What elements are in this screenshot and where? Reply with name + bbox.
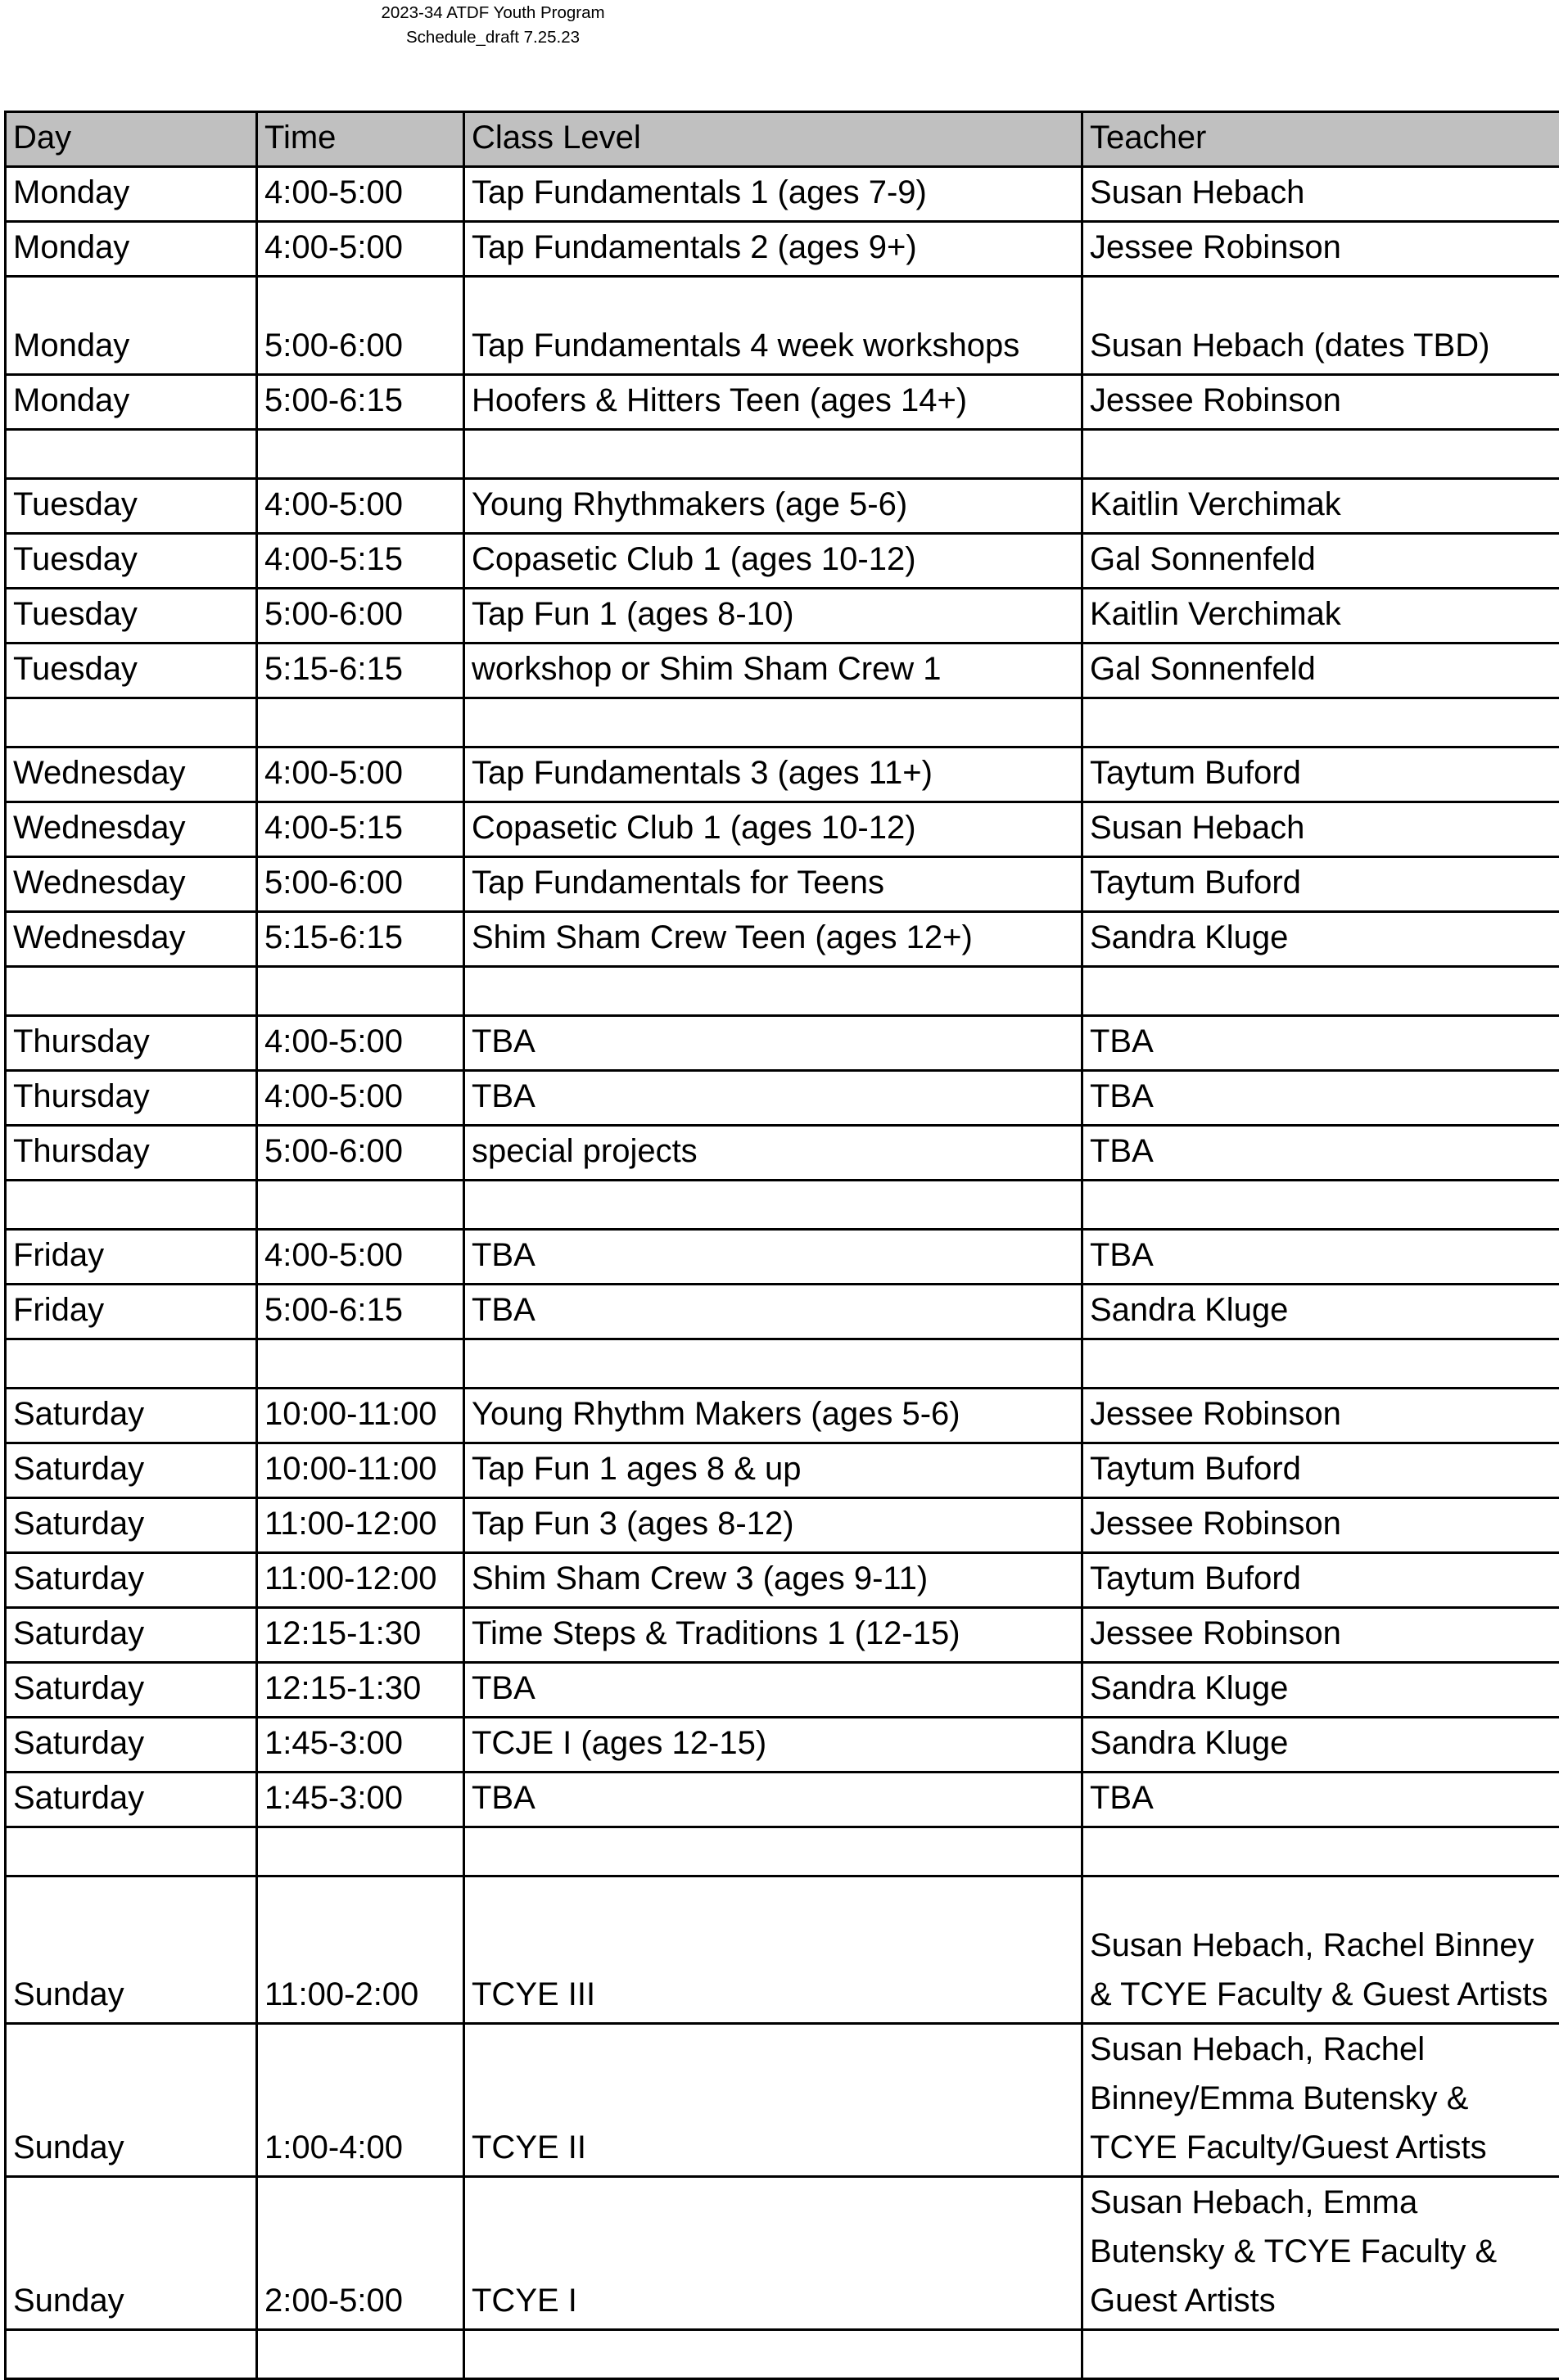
class-level-cell: TBA (464, 1230, 1082, 1285)
table-row (6, 1126, 1559, 1181)
class-level-cell (464, 1339, 1082, 1389)
class-level-cell: TBA (464, 1071, 1082, 1126)
time-cell: 5:00-6:00 (257, 857, 464, 912)
class-level-cell: Tap Fun 3 (ages 8-12) (464, 1498, 1082, 1553)
day-cell (6, 1181, 257, 1230)
class-level-cell: Shim Sham Crew Teen (ages 12+) (464, 912, 1082, 967)
class-level-cell: TBA (464, 1773, 1082, 1827)
table-row (6, 1718, 1559, 1773)
teacher-cell: TBA (1082, 1016, 1559, 1071)
day-cell: Tuesday (6, 534, 257, 589)
class-level-cell: Tap Fundamentals 4 week workshops (464, 277, 1082, 375)
teacher-cell: Taytum Buford (1082, 747, 1559, 802)
time-cell: 1:45-3:00 (257, 1718, 464, 1773)
class-level-cell (464, 2330, 1082, 2379)
spacer-row (6, 1181, 1559, 1230)
teacher-cell: Sandra Kluge (1082, 1718, 1559, 1773)
day-cell: Saturday (6, 1773, 257, 1827)
time-cell: 4:00-5:00 (257, 222, 464, 277)
class-level-cell (464, 1827, 1082, 1876)
teacher-cell: Jessee Robinson (1082, 375, 1559, 430)
table-row (6, 1285, 1559, 1339)
table-row (6, 1498, 1559, 1553)
teacher-cell: Gal Sonnenfeld (1082, 534, 1559, 589)
class-level-cell: Young Rhythmakers (age 5-6) (464, 479, 1082, 534)
class-level-cell (464, 698, 1082, 747)
time-cell: 2:00-5:00 (257, 2177, 464, 2330)
day-cell (6, 2330, 257, 2379)
teacher-cell (1082, 1339, 1559, 1389)
class-level-cell: Tap Fundamentals 3 (ages 11+) (464, 747, 1082, 802)
class-level-cell (464, 967, 1082, 1016)
table-row (6, 1553, 1559, 1608)
time-cell: 11:00-12:00 (257, 1498, 464, 1553)
table-row (6, 2177, 1559, 2330)
time-cell: 11:00-2:00 (257, 1876, 464, 2024)
class-level-cell: Tap Fundamentals 2 (ages 9+) (464, 222, 1082, 277)
day-cell: Saturday (6, 1663, 257, 1718)
class-level-cell (464, 430, 1082, 479)
time-cell (257, 698, 464, 747)
spacer-row (6, 1339, 1559, 1389)
teacher-cell: TBA (1082, 1126, 1559, 1181)
table-row (6, 1389, 1559, 1443)
teacher-cell (1082, 430, 1559, 479)
day-cell: Sunday (6, 2024, 257, 2177)
table-row (6, 912, 1559, 967)
day-cell: Sunday (6, 1876, 257, 2024)
class-level-cell: Young Rhythm Makers (ages 5-6) (464, 1389, 1082, 1443)
table-row (6, 375, 1559, 430)
class-level-cell: TCYE I (464, 2177, 1082, 2330)
time-cell: 5:00-6:15 (257, 1285, 464, 1339)
table-row (6, 857, 1559, 912)
table-row (6, 167, 1559, 222)
class-level-cell: Tap Fun 1 (ages 8-10) (464, 589, 1082, 644)
title-line-1: 2023-34 ATDF Youth Program (0, 0, 986, 25)
spacer-row (6, 1827, 1559, 1876)
table-row (6, 1773, 1559, 1827)
day-cell: Wednesday (6, 747, 257, 802)
table-row (6, 1608, 1559, 1663)
teacher-cell: Kaitlin Verchimak (1082, 479, 1559, 534)
class-level-cell: Tap Fundamentals 1 (ages 7-9) (464, 167, 1082, 222)
time-cell (257, 1181, 464, 1230)
teacher-cell: Sandra Kluge (1082, 912, 1559, 967)
day-cell: Monday (6, 277, 257, 375)
day-cell: Monday (6, 167, 257, 222)
time-cell: 5:00-6:00 (257, 589, 464, 644)
day-cell: Wednesday (6, 912, 257, 967)
teacher-cell: Jessee Robinson (1082, 222, 1559, 277)
time-cell: 12:15-1:30 (257, 1663, 464, 1718)
time-cell: 5:00-6:00 (257, 277, 464, 375)
teacher-cell: TBA (1082, 1230, 1559, 1285)
class-level-cell: Tap Fundamentals for Teens (464, 857, 1082, 912)
teacher-cell (1082, 2330, 1559, 2379)
day-cell: Wednesday (6, 802, 257, 857)
table-row (6, 747, 1559, 802)
day-cell: Saturday (6, 1498, 257, 1553)
day-cell: Saturday (6, 1553, 257, 1608)
teacher-cell (1082, 698, 1559, 747)
teacher-cell: Susan Hebach, Emma Butensky & TCYE Faculty & Guest Artists (1082, 2177, 1559, 2330)
day-cell: Thursday (6, 1126, 257, 1181)
day-cell (6, 1827, 257, 1876)
day-cell: Tuesday (6, 479, 257, 534)
class-level-cell: Tap Fun 1 ages 8 & up (464, 1443, 1082, 1498)
table-row (6, 1663, 1559, 1718)
teacher-cell (1082, 967, 1559, 1016)
table-row (6, 644, 1559, 698)
table-row (6, 222, 1559, 277)
table-row (6, 1876, 1559, 2024)
header-class-level: Class Level (464, 112, 1082, 167)
time-cell: 5:15-6:15 (257, 644, 464, 698)
table-row (6, 1230, 1559, 1285)
day-cell (6, 1339, 257, 1389)
day-cell (6, 430, 257, 479)
class-level-cell: workshop or Shim Sham Crew 1 (464, 644, 1082, 698)
teacher-cell: TBA (1082, 1071, 1559, 1126)
time-cell: 5:00-6:00 (257, 1126, 464, 1181)
time-cell (257, 1827, 464, 1876)
class-level-cell: special projects (464, 1126, 1082, 1181)
spacer-row (6, 2330, 1559, 2379)
day-cell: Wednesday (6, 857, 257, 912)
teacher-cell: Gal Sonnenfeld (1082, 644, 1559, 698)
teacher-cell: Jessee Robinson (1082, 1498, 1559, 1553)
teacher-cell: Taytum Buford (1082, 1553, 1559, 1608)
day-cell: Saturday (6, 1389, 257, 1443)
teacher-cell: Taytum Buford (1082, 1443, 1559, 1498)
day-cell: Sunday (6, 2177, 257, 2330)
teacher-cell: Taytum Buford (1082, 857, 1559, 912)
teacher-cell: Susan Hebach (dates TBD) (1082, 277, 1559, 375)
class-level-cell: TBA (464, 1016, 1082, 1071)
table-row (6, 1016, 1559, 1071)
time-cell (257, 2330, 464, 2379)
time-cell: 4:00-5:00 (257, 1230, 464, 1285)
day-cell: Tuesday (6, 589, 257, 644)
day-cell (6, 967, 257, 1016)
table-row (6, 277, 1559, 375)
teacher-cell (1082, 1827, 1559, 1876)
day-cell (6, 698, 257, 747)
time-cell: 4:00-5:00 (257, 479, 464, 534)
spacer-row (6, 430, 1559, 479)
day-cell: Saturday (6, 1718, 257, 1773)
header-time: Time (257, 112, 464, 167)
title-line-2: Schedule_draft 7.25.23 (0, 25, 986, 49)
day-cell: Monday (6, 222, 257, 277)
day-cell: Saturday (6, 1608, 257, 1663)
teacher-cell: TBA (1082, 1773, 1559, 1827)
time-cell: 4:00-5:00 (257, 747, 464, 802)
time-cell: 4:00-5:00 (257, 1071, 464, 1126)
header-day: Day (6, 112, 257, 167)
day-cell: Friday (6, 1230, 257, 1285)
time-cell: 1:00-4:00 (257, 2024, 464, 2177)
day-cell: Thursday (6, 1071, 257, 1126)
teacher-cell: Jessee Robinson (1082, 1389, 1559, 1443)
time-cell (257, 430, 464, 479)
table-row (6, 2024, 1559, 2177)
time-cell: 4:00-5:15 (257, 534, 464, 589)
time-cell: 5:15-6:15 (257, 912, 464, 967)
time-cell: 4:00-5:00 (257, 167, 464, 222)
time-cell (257, 967, 464, 1016)
class-level-cell: TBA (464, 1285, 1082, 1339)
class-level-cell: TCJE I (ages 12-15) (464, 1718, 1082, 1773)
teacher-cell: Susan Hebach (1082, 802, 1559, 857)
time-cell: 5:00-6:15 (257, 375, 464, 430)
time-cell: 1:45-3:00 (257, 1773, 464, 1827)
class-level-cell: Hoofers & Hitters Teen (ages 14+) (464, 375, 1082, 430)
spacer-row (6, 698, 1559, 747)
time-cell: 11:00-12:00 (257, 1553, 464, 1608)
teacher-cell: Jessee Robinson (1082, 1608, 1559, 1663)
class-level-cell: Copasetic Club 1 (ages 10-12) (464, 802, 1082, 857)
time-cell (257, 1339, 464, 1389)
spacer-row (6, 967, 1559, 1016)
document-title (0, 0, 986, 52)
table-row (6, 802, 1559, 857)
day-cell: Monday (6, 375, 257, 430)
teacher-cell: Sandra Kluge (1082, 1285, 1559, 1339)
teacher-cell: Susan Hebach, Rachel Binney/Emma Butensky & TCYE Faculty/Guest Artists (1082, 2024, 1559, 2177)
time-cell: 12:15-1:30 (257, 1608, 464, 1663)
teacher-cell (1082, 1181, 1559, 1230)
class-level-cell: TCYE III (464, 1876, 1082, 2024)
header-row (6, 112, 1559, 167)
class-level-cell: TCYE II (464, 2024, 1082, 2177)
schedule-table (4, 111, 1559, 2380)
day-cell: Thursday (6, 1016, 257, 1071)
time-cell: 10:00-11:00 (257, 1443, 464, 1498)
class-level-cell: Copasetic Club 1 (ages 10-12) (464, 534, 1082, 589)
day-cell: Friday (6, 1285, 257, 1339)
table-row (6, 534, 1559, 589)
class-level-cell: TBA (464, 1663, 1082, 1718)
teacher-cell: Susan Hebach, Rachel Binney & TCYE Faculty & Guest Artists (1082, 1876, 1559, 2024)
table-row (6, 479, 1559, 534)
class-level-cell (464, 1181, 1082, 1230)
table-row (6, 1071, 1559, 1126)
time-cell: 10:00-11:00 (257, 1389, 464, 1443)
time-cell: 4:00-5:15 (257, 802, 464, 857)
table-row (6, 589, 1559, 644)
table-row (6, 1443, 1559, 1498)
day-cell: Tuesday (6, 644, 257, 698)
day-cell: Saturday (6, 1443, 257, 1498)
class-level-cell: Shim Sham Crew 3 (ages 9-11) (464, 1553, 1082, 1608)
class-level-cell: Time Steps & Traditions 1 (12-15) (464, 1608, 1082, 1663)
schedule-body (6, 112, 1559, 2379)
teacher-cell: Susan Hebach (1082, 167, 1559, 222)
header-teacher: Teacher (1082, 112, 1559, 167)
teacher-cell: Kaitlin Verchimak (1082, 589, 1559, 644)
teacher-cell: Sandra Kluge (1082, 1663, 1559, 1718)
time-cell: 4:00-5:00 (257, 1016, 464, 1071)
